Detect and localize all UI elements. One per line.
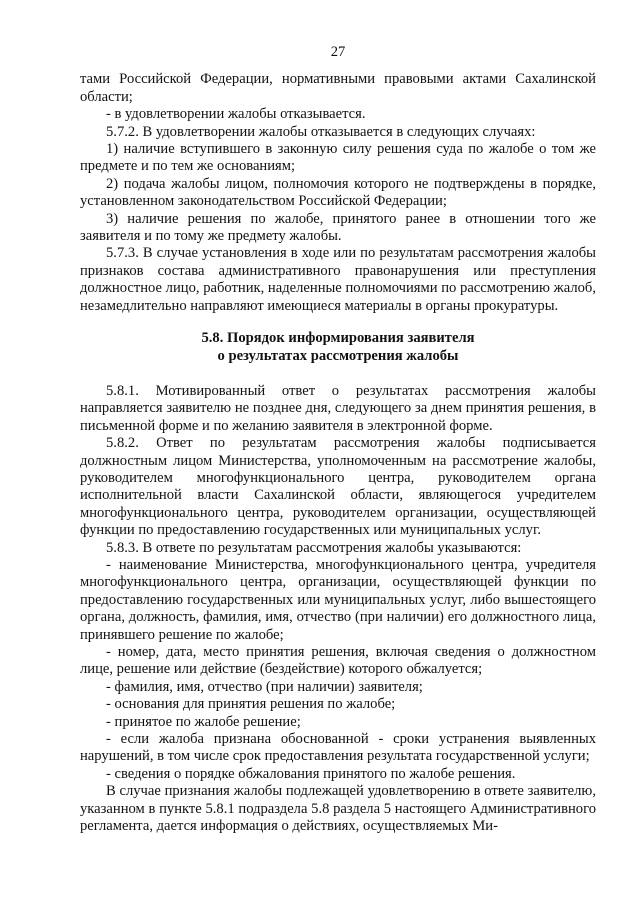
page-number: 27 (330, 44, 346, 60)
paragraph: - если жалоба признана обоснованной - сроки устранения выявленных нарушений, в том числе срок предоставления результата государственной услуги; (80, 731, 596, 765)
section-heading-line: о результатах рассмотрения жалобы (217, 347, 459, 364)
section-heading-line: 5.8. Порядок информирования заявителя (201, 330, 475, 347)
paragraph: В случае признания жалобы подлежащей удовлетворению в ответе заявителю, указанном в пункте 5.8.1 подраздела 5.8 раздела 5 настоящего Административного регламента, дается информация о действиях, осуществляемых Ми- (80, 783, 596, 835)
paragraph: 5.8.2. Ответ по результатам рассмотрения жалобы подписывается должностным лицом Министерства, уполномоченным на рассмотрение жалобы, руководителем многофункционального центра, руководителем органа исполнительной власти Сахалинской области, являющегося учредителем многофункционального центра, руководителем организации, осуществляющей функции по предоставлению государственных или муниципальных услуг. (80, 435, 596, 539)
paragraph: - основания для принятия решения по жалобе; (106, 696, 396, 713)
paragraph: тами Российской Федерации, нормативными правовыми актами Сахалинской области; (80, 71, 596, 105)
document-page (80, 44, 596, 835)
paragraph: 5.8.1. Мотивированный ответ о результатах рассмотрения жалобы направляется заявителю не позднее дня, следующего за днем принятия решения, в письменной форме и по желанию заявителя в электронной форме. (80, 382, 596, 434)
paragraph: 2) подача жалобы лицом, полномочия которого не подтверждены в порядке, установленном законодательством Российской Федерации; (80, 175, 596, 210)
section-heading (80, 330, 596, 365)
paragraph: 3) наличие решения по жалобе, принятого ранее в отношении того же заявителя и по тому же предмету жалобы. (80, 210, 596, 245)
paragraph: 5.7.2. В удовлетворении жалобы отказывается в следующих случаях: (106, 123, 536, 140)
paragraph: - фамилия, имя, отчество (при наличии) заявителя; (106, 678, 423, 695)
paragraph: 5.7.3. В случае установления в ходе или по результатам рассмотрения жалобы признаков состава административного правонарушения или преступления должностное лицо, работник, наделенные полномочиями по рассмотрению жалоб, незамедлительно направляют имеющиеся материалы в органы прокуратуры. (80, 245, 596, 314)
paragraph: - номер, дата, место принятия решения, включая сведения о должностном лице, решение или действие (бездействие) которого обжалуется; (80, 644, 596, 678)
paragraph: - в удовлетворении жалобы отказывается. (106, 106, 366, 123)
section-top (80, 71, 596, 315)
paragraph: 5.8.3. В ответе по результатам рассмотрения жалобы указываются: (106, 539, 522, 556)
paragraph: - сведения о порядке обжалования принятого по жалобе решения. (106, 765, 516, 782)
paragraph: - наименование Министерства, многофункционального центра, учредителя многофункционального центра, организации, осуществляющей функции по предоставлению государственных или муниципальных услуг, либо вышестоящего органа, должность, фамилия, имя, отчество (при наличии) его должностного лица, принявшего решение по жалобе; (80, 556, 596, 643)
paragraph: - принятое по жалобе решение; (106, 713, 301, 730)
paragraph: 1) наличие вступившего в законную силу решения суда по жалобе о том же предмете и по тем же основаниям; (80, 141, 596, 175)
section-bottom (80, 383, 596, 836)
